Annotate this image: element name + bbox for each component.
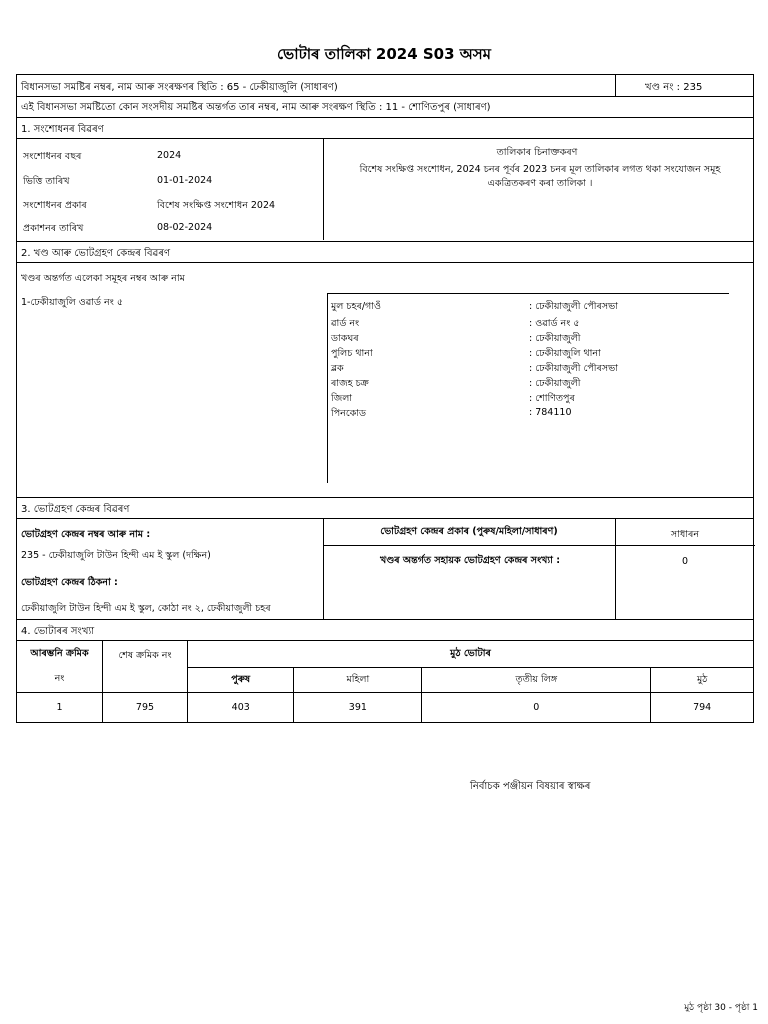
aux-stations-label: খণ্ডৰ অন্তৰ্গত সহায়ক ভোটগ্ৰহণ কেন্দ্ৰৰ সংখ্যা : [379, 555, 561, 566]
section1-header [16, 117, 754, 139]
signature-label: নিৰ্বাচক পঞ্জীয়ন বিষয়াৰ স্বাক্ষৰ [470, 781, 591, 792]
section4-heading: 4. ভোটাৰৰ সংখ্যা [21, 626, 95, 637]
station-name-label: ভোটগ্ৰহণ কেন্দ্ৰৰ নম্বৰ আৰু নাম : [21, 529, 151, 540]
section3-header [16, 497, 754, 519]
parliamentary-text: এই বিধানসভা সমষ্টিতো কোন সংসদীয় সমষ্টিৰ অন্তৰ্গত তাৰ নম্বৰ, নাম আৰু সংৰক্ষণ স্থিতি : 11 - শোণিতপুৰ (সাধাৰণ) [21, 102, 491, 113]
detail-label-district: জিলা [331, 393, 353, 404]
col-female: মহিলা [294, 668, 422, 693]
section4-header [16, 619, 754, 641]
area-list-item: 1-ঢেকীয়াজুলি ওৱাৰ্ড নং ৫ [21, 297, 123, 308]
parliamentary-row [16, 96, 754, 118]
voter-count-table [16, 640, 754, 723]
station-address-label: ভোটগ্ৰহণ কেন্দ্ৰৰ ঠিকনা : [21, 577, 118, 588]
revision-year-label: সংশোধনৰ বছৰ [23, 151, 82, 162]
aux-stations-value: 0 [681, 556, 689, 567]
section2-body [16, 262, 754, 498]
detail-value-revenue: : ঢেকীয়াজুলী [529, 378, 581, 389]
detail-value-pincode: : 784110 [529, 407, 572, 418]
station-address-value: ঢেকীয়াজুলি টাউন হিন্দী এম ই স্কুল, কোঠা নং ২, ঢেকীয়াজুলী চহৰ [21, 603, 271, 614]
detail-value-district: : শোণিতপুৰ [529, 393, 575, 404]
cell-end: 795 [103, 693, 188, 723]
part-number: খণ্ড নং : 235 [645, 82, 703, 93]
detail-label-revenue: ৰাজহ চক্ৰ [331, 378, 369, 389]
section1-body [16, 138, 754, 242]
area-subheading: খণ্ডৰ অন্তৰ্গত এলেকা সমূহৰ নম্বৰ আৰু নাম [21, 273, 185, 284]
detail-value-police: : ঢেকীয়াজুলি থানা [529, 348, 601, 359]
cell-third: 0 [422, 693, 651, 723]
qualifying-date-value: 01-01-2024 [157, 175, 213, 186]
page-title: ভোটাৰ তালিকা 2024 S03 অসম [276, 45, 492, 63]
cell-female: 391 [294, 693, 422, 723]
detail-label-postoffice: ডাকঘৰ [331, 333, 359, 344]
detail-value-postoffice: : ঢেকীয়াজুলী [529, 333, 581, 344]
qualifying-date-label: ভিত্তি তাৰিখ [23, 176, 70, 187]
detail-value-ward: : ওৱাৰ্ড নং ৫ [529, 318, 580, 329]
section3-heading: 3. ভোটগ্ৰহণ কেন্দ্ৰৰ বিৱৰণ [21, 504, 130, 515]
publication-date-value: 08-02-2024 [157, 222, 213, 233]
roll-identification-desc: বিশেষ সংক্ষিপ্ত সংশোধন, 2024 চনৰ পূৰ্বৰ 2023 চনৰ মূল তালিকাৰ লগত থকা সংযোজন সমূহ একত্ৰিতকৰণ কৰা তালিকা । [359, 164, 721, 189]
station-type-value: সাধাৰন [670, 529, 700, 540]
cell-total: 794 [651, 693, 754, 723]
page-footer: মুঠ পৃষ্ঠা 30 - পৃষ্ঠা 1 [684, 1003, 758, 1013]
assembly-text: বিধানসভা সমষ্টিৰ নম্বৰ, নাম আৰু সংৰক্ষণৰ স্থিতি : 65 - ঢেকীয়াজুলি (সাধাৰণ) [21, 82, 338, 93]
col-third-gender: তৃতীয় লিঙ্গ [422, 668, 651, 693]
detail-label-ward: ৱাৰ্ড নং [331, 318, 360, 329]
publication-date-label: প্ৰকাশনৰ তাৰিখ [23, 223, 84, 234]
station-type-label: ভোটগ্ৰহণ কেন্দ্ৰৰ প্ৰকাৰ (পুৰুষ/মহিলা/সাধাৰণ) [380, 526, 558, 537]
section2-header [16, 241, 754, 263]
col-total: মুঠ [651, 668, 754, 693]
detail-label-block: ব্লক [331, 363, 344, 374]
col-total-voters: মুঠ ভোটাৰ [188, 641, 754, 668]
roll-identification-title: তালিকাৰ চিনাক্তকৰণ [496, 147, 578, 158]
assembly-row [16, 74, 754, 97]
station-name-value: 235 - ঢেকীয়াজুলি টাউন হিন্দী এম ই স্কুল (দক্ষিন) [21, 550, 211, 561]
col-male: পুৰুষ [188, 668, 294, 693]
revision-year-value: 2024 [157, 150, 182, 161]
cell-start: 1 [17, 693, 103, 723]
detail-value-block: : ঢেকীয়াজুলী পৌৰসভা [529, 363, 618, 374]
detail-label-police: পুলিচ থানা [331, 348, 373, 359]
revision-type-label: সংশোধনৰ প্ৰকাৰ [23, 200, 87, 211]
section2-heading: 2. খণ্ড আৰু ভোটগ্ৰহণ কেন্দ্ৰৰ বিৱৰণ [21, 248, 171, 259]
table-row [17, 693, 754, 723]
col-start-serial: আৰম্ভনি ক্ৰমিক নং [17, 641, 103, 693]
section3-body [16, 518, 754, 620]
revision-type-value: বিশেষ সংক্ষিপ্ত সংশোধন 2024 [157, 200, 276, 211]
cell-male: 403 [188, 693, 294, 723]
section1-heading: 1. সংশোধনৰ বিৱৰণ [21, 124, 104, 135]
detail-label-pincode: পিনকোড [331, 408, 367, 419]
detail-value-town: : ঢেকীয়াজুলী পৌৰসভা [529, 301, 618, 312]
col-end-serial: শেষ ক্ৰমিক নং [103, 641, 188, 693]
detail-label-town: মুল চহৰ/গাওঁ [331, 301, 382, 312]
